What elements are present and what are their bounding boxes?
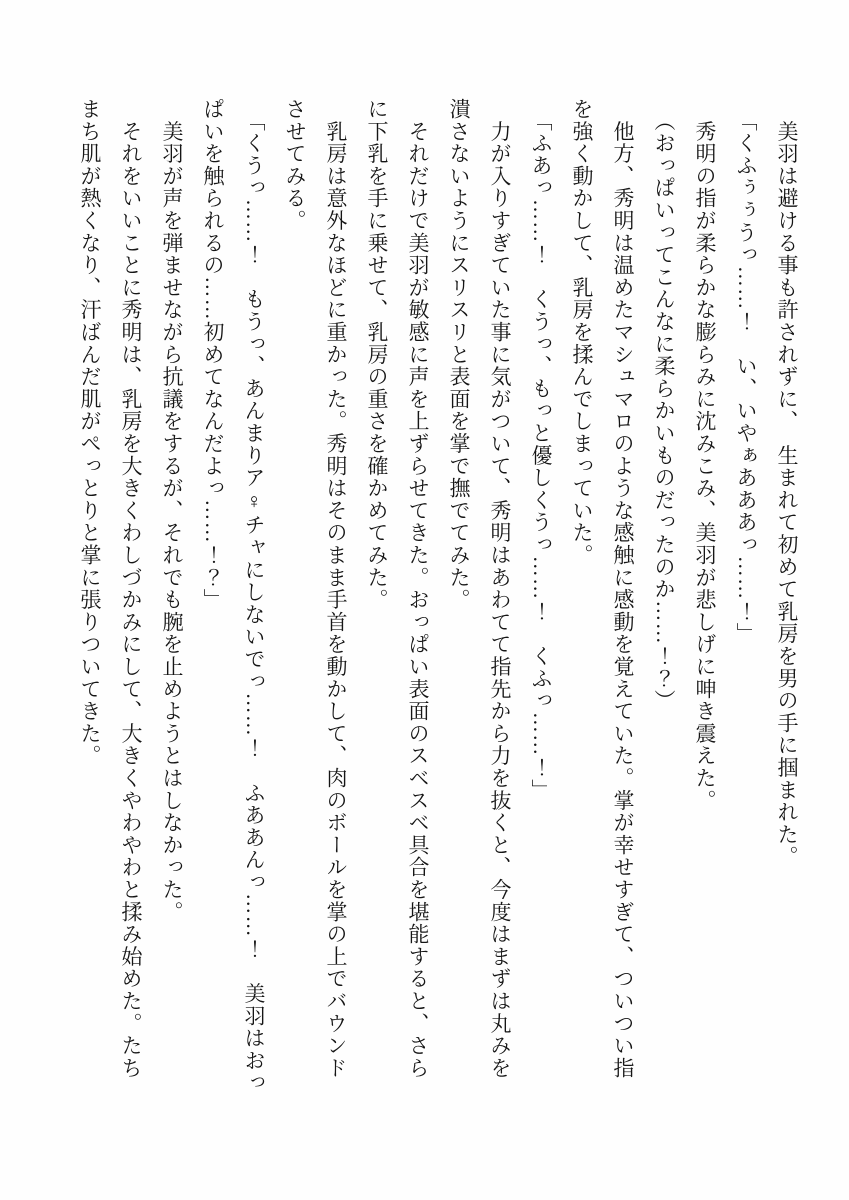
text-column: 潰さないようにスリスリと表面を掌で撫でてみた。 (447, 98, 471, 611)
text-column: それだけで美羽が敏感に声を上ずらせてきた。おっぱい表面のスベスベ具合を堪能すると、さら (406, 98, 430, 1080)
text-column: 「くふぅぅうっ……！ い、いやぁあああっ……！」 (734, 98, 758, 645)
text-column: それをいいことに秀明は、乳房を大きくわしづかみにして、大きくやわやわと揉み始めた。たち (119, 98, 143, 1080)
text-column: させてみる。 (283, 98, 307, 232)
text-column: 秀明の指が柔らかな膨らみに沈みこみ、美羽が悲しげに呻き震えた。 (693, 98, 717, 812)
text-column: ぱいを触られるの……初めてなんだよっ……！？」 (201, 98, 225, 611)
text-column: 「ふあっ……！ くうっ、もっと優しくうっ……！ くふっ……！」 (529, 98, 553, 802)
text-column: 美羽は避ける事も許されずに、 生まれて初めて乳房を男の手に掴まれた。 (775, 98, 799, 868)
text-column: 力が入りすぎていた事に気がついて、秀明はあわてて指先から力を抜くと、今度はまずは丸みを (488, 98, 512, 1080)
text-column: に下乳を手に乗せて、乳房の重さを確かめてみた。 (365, 98, 389, 611)
text-column: 乳房は意外なほどに重かった。秀明はそのまま手首を動かして、肉のボールを掌の上でバウンド (324, 98, 348, 1080)
vertical-text-block (69, 98, 807, 1104)
text-column: を強く動かして、乳房を揉んでしまっていた。 (570, 98, 594, 567)
text-column: 「くうっ……！ もうっ、あんまりア♀チャにしないでっ……！ ふああんっ……！ 美羽はおっ (242, 98, 266, 1094)
text-column: （おっぱいってこんなに柔らかいものだったのか……！？） (652, 98, 676, 712)
text-column: まち肌が熱くなり、汗ばんだ肌がぺっとりと掌に張りついてきた。 (78, 98, 102, 767)
text-column: 美羽が声を弾ませながら抗議をするが、それでも腕を止めようとはしなかった。 (160, 98, 184, 924)
text-column: 他方、秀明は温めたマシュマロのような感触に感動を覚えていた。掌が幸せすぎて、ついつい指 (611, 98, 635, 1080)
